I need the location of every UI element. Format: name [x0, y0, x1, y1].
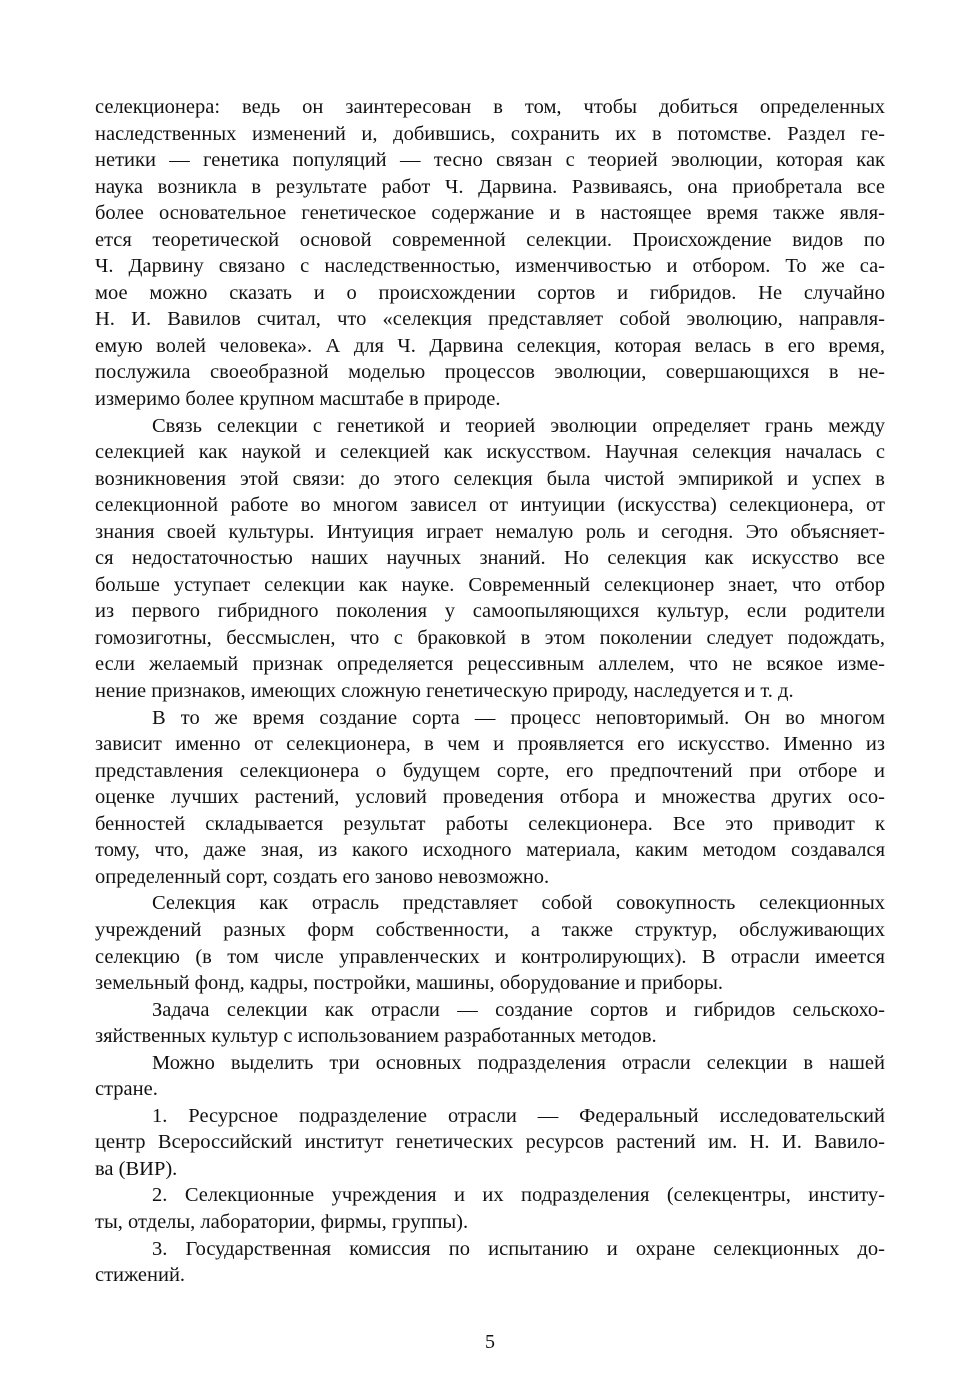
text-line: наука возникла в результате работ Ч. Дарвина. Развиваясь, она приобретала все — [95, 175, 885, 198]
text-line: ся недостаточностью наших научных знаний. Но селекция как искусство все — [95, 547, 885, 570]
text-line: больше уступает селекции как науке. Современный селекционер знает, что отбор — [95, 573, 885, 596]
paragraph — [95, 890, 885, 996]
text-line: Ч. Дарвину связано с наследственностью, изменчивостью и отбором. То же са- — [95, 255, 885, 278]
text-line: возникновения этой связи: до этого селекция была чистой эмпирикой и успех в — [95, 467, 885, 490]
text-line: Н. И. Вавилов считал, что «селекция представляет собой эволюцию, направля- — [95, 308, 885, 331]
text-line: знания своей культуры. Интуиция играет немалую роль и сегодня. Это объясняет- — [95, 520, 885, 543]
text-line: Задача селекции как отрасли — создание сортов и гибридов сельскохо- — [152, 998, 885, 1021]
text-line: селекционной работе во многом зависел от интуиции (искусства) селекционера, от — [95, 494, 885, 517]
paragraph — [95, 94, 885, 413]
text-line: центр Всероссийский институт генетических ресурсов растений им. Н. И. Вавило- — [95, 1131, 885, 1154]
text-line: 3. Государственная комиссия по испытанию и охране селекционных до- — [152, 1237, 885, 1260]
text-line: более основательное генетическое содержание и в настоящее время также явля- — [95, 202, 885, 225]
text-line: наследственных изменений и, добившись, сохранить их в потомстве. Раздел ге- — [95, 122, 885, 145]
text-line: В то же время создание сорта — процесс неповторимый. Он во многом — [152, 706, 885, 729]
text-line: ты, отделы, лаборатории, фирмы, группы). — [95, 1210, 469, 1233]
text-line: Связь селекции с генетикой и теорией эволюции определяет грань между — [152, 414, 885, 437]
paragraph — [95, 1182, 885, 1235]
text-line: стижений. — [95, 1264, 186, 1287]
paragraph — [95, 1236, 885, 1289]
text-line: селекционера: ведь он заинтересован в том, чтобы добиться определенных — [95, 96, 885, 118]
text-line: емую волей человека». А для Ч. Дарвина селекция, которая велась в его время, — [95, 334, 885, 357]
text-line: мое можно сказать и о происхождении сортов и гибридов. Не случайно — [95, 281, 885, 304]
text-line: тому, что, даже зная, из какого исходного материала, каким методом создавался — [95, 839, 885, 862]
text-line: ется теоретической основой современной селекции. Происхождение видов по — [95, 228, 885, 251]
text-line: ва (ВИР). — [95, 1157, 178, 1180]
text-line: гомозиготны, бессмыслен, что с браковкой в этом поколении следует подождать, — [95, 626, 885, 649]
text-line: нение признаков, имеющих сложную генетическую природу, наследуется и т. д. — [95, 680, 794, 703]
text-line: определенный сорт, создать его заново невозможно. — [95, 865, 550, 888]
text-line: если желаемый признак определяется рецессивным аллелем, что не всякое изме- — [95, 653, 885, 676]
text-line: Можно выделить три основных подразделения отрасли селекции в нашей — [152, 1051, 885, 1074]
text-line: послужила своеобразной моделью процессов эволюции, совершающихся в не- — [95, 361, 885, 384]
text-line: измеримо более крупном масштабе в природе. — [95, 388, 501, 411]
text-line: зависит именно от селекционера, в чем и проявляется его искусство. Именно из — [95, 733, 885, 756]
paragraph — [95, 705, 885, 891]
text-line: из первого гибридного поколения у самоопыляющихся культур, если родители — [95, 600, 885, 623]
text-line: стране. — [95, 1078, 158, 1101]
text-line: земельный фонд, кадры, постройки, машины, оборудование и приборы. — [95, 972, 724, 995]
text-line: оценке лучших растений, условий проведения отбора и множества других осо- — [95, 786, 885, 809]
text-line: 1. Ресурсное подразделение отрасли — Федеральный исследовательский — [152, 1104, 885, 1127]
text-line: 2. Селекционные учреждения и их подразделения (селекцентры, институ- — [152, 1184, 885, 1207]
page-number: 5 — [485, 1331, 495, 1353]
text-line: бенностей складывается результат работы селекционера. Все это приводит к — [95, 812, 885, 835]
text-line: нетики — генетика популяций — тесно связан с теорией эволюции, которая как — [95, 149, 885, 172]
text-line: Селекция как отрасль представляет собой совокупность селекционных — [152, 892, 885, 915]
text-line: зяйственных культур с использованием разработанных методов. — [95, 1025, 657, 1048]
paragraph — [95, 1050, 885, 1103]
text-line: селекцию (в том числе управленческих и контролирующих). В отрасли имеется — [95, 945, 885, 968]
text-line: представления селекционера о будущем сорте, его предпочтений при отборе и — [95, 759, 885, 782]
text-line: селекцией как наукой и селекцией как искусством. Научная селекция началась с — [95, 441, 885, 464]
page-body-text — [95, 94, 885, 1289]
paragraph — [95, 413, 885, 705]
text-line: учреждений разных форм собственности, а также структур, обслуживающих — [95, 918, 885, 941]
paragraph — [95, 1103, 885, 1183]
paragraph — [95, 997, 885, 1050]
